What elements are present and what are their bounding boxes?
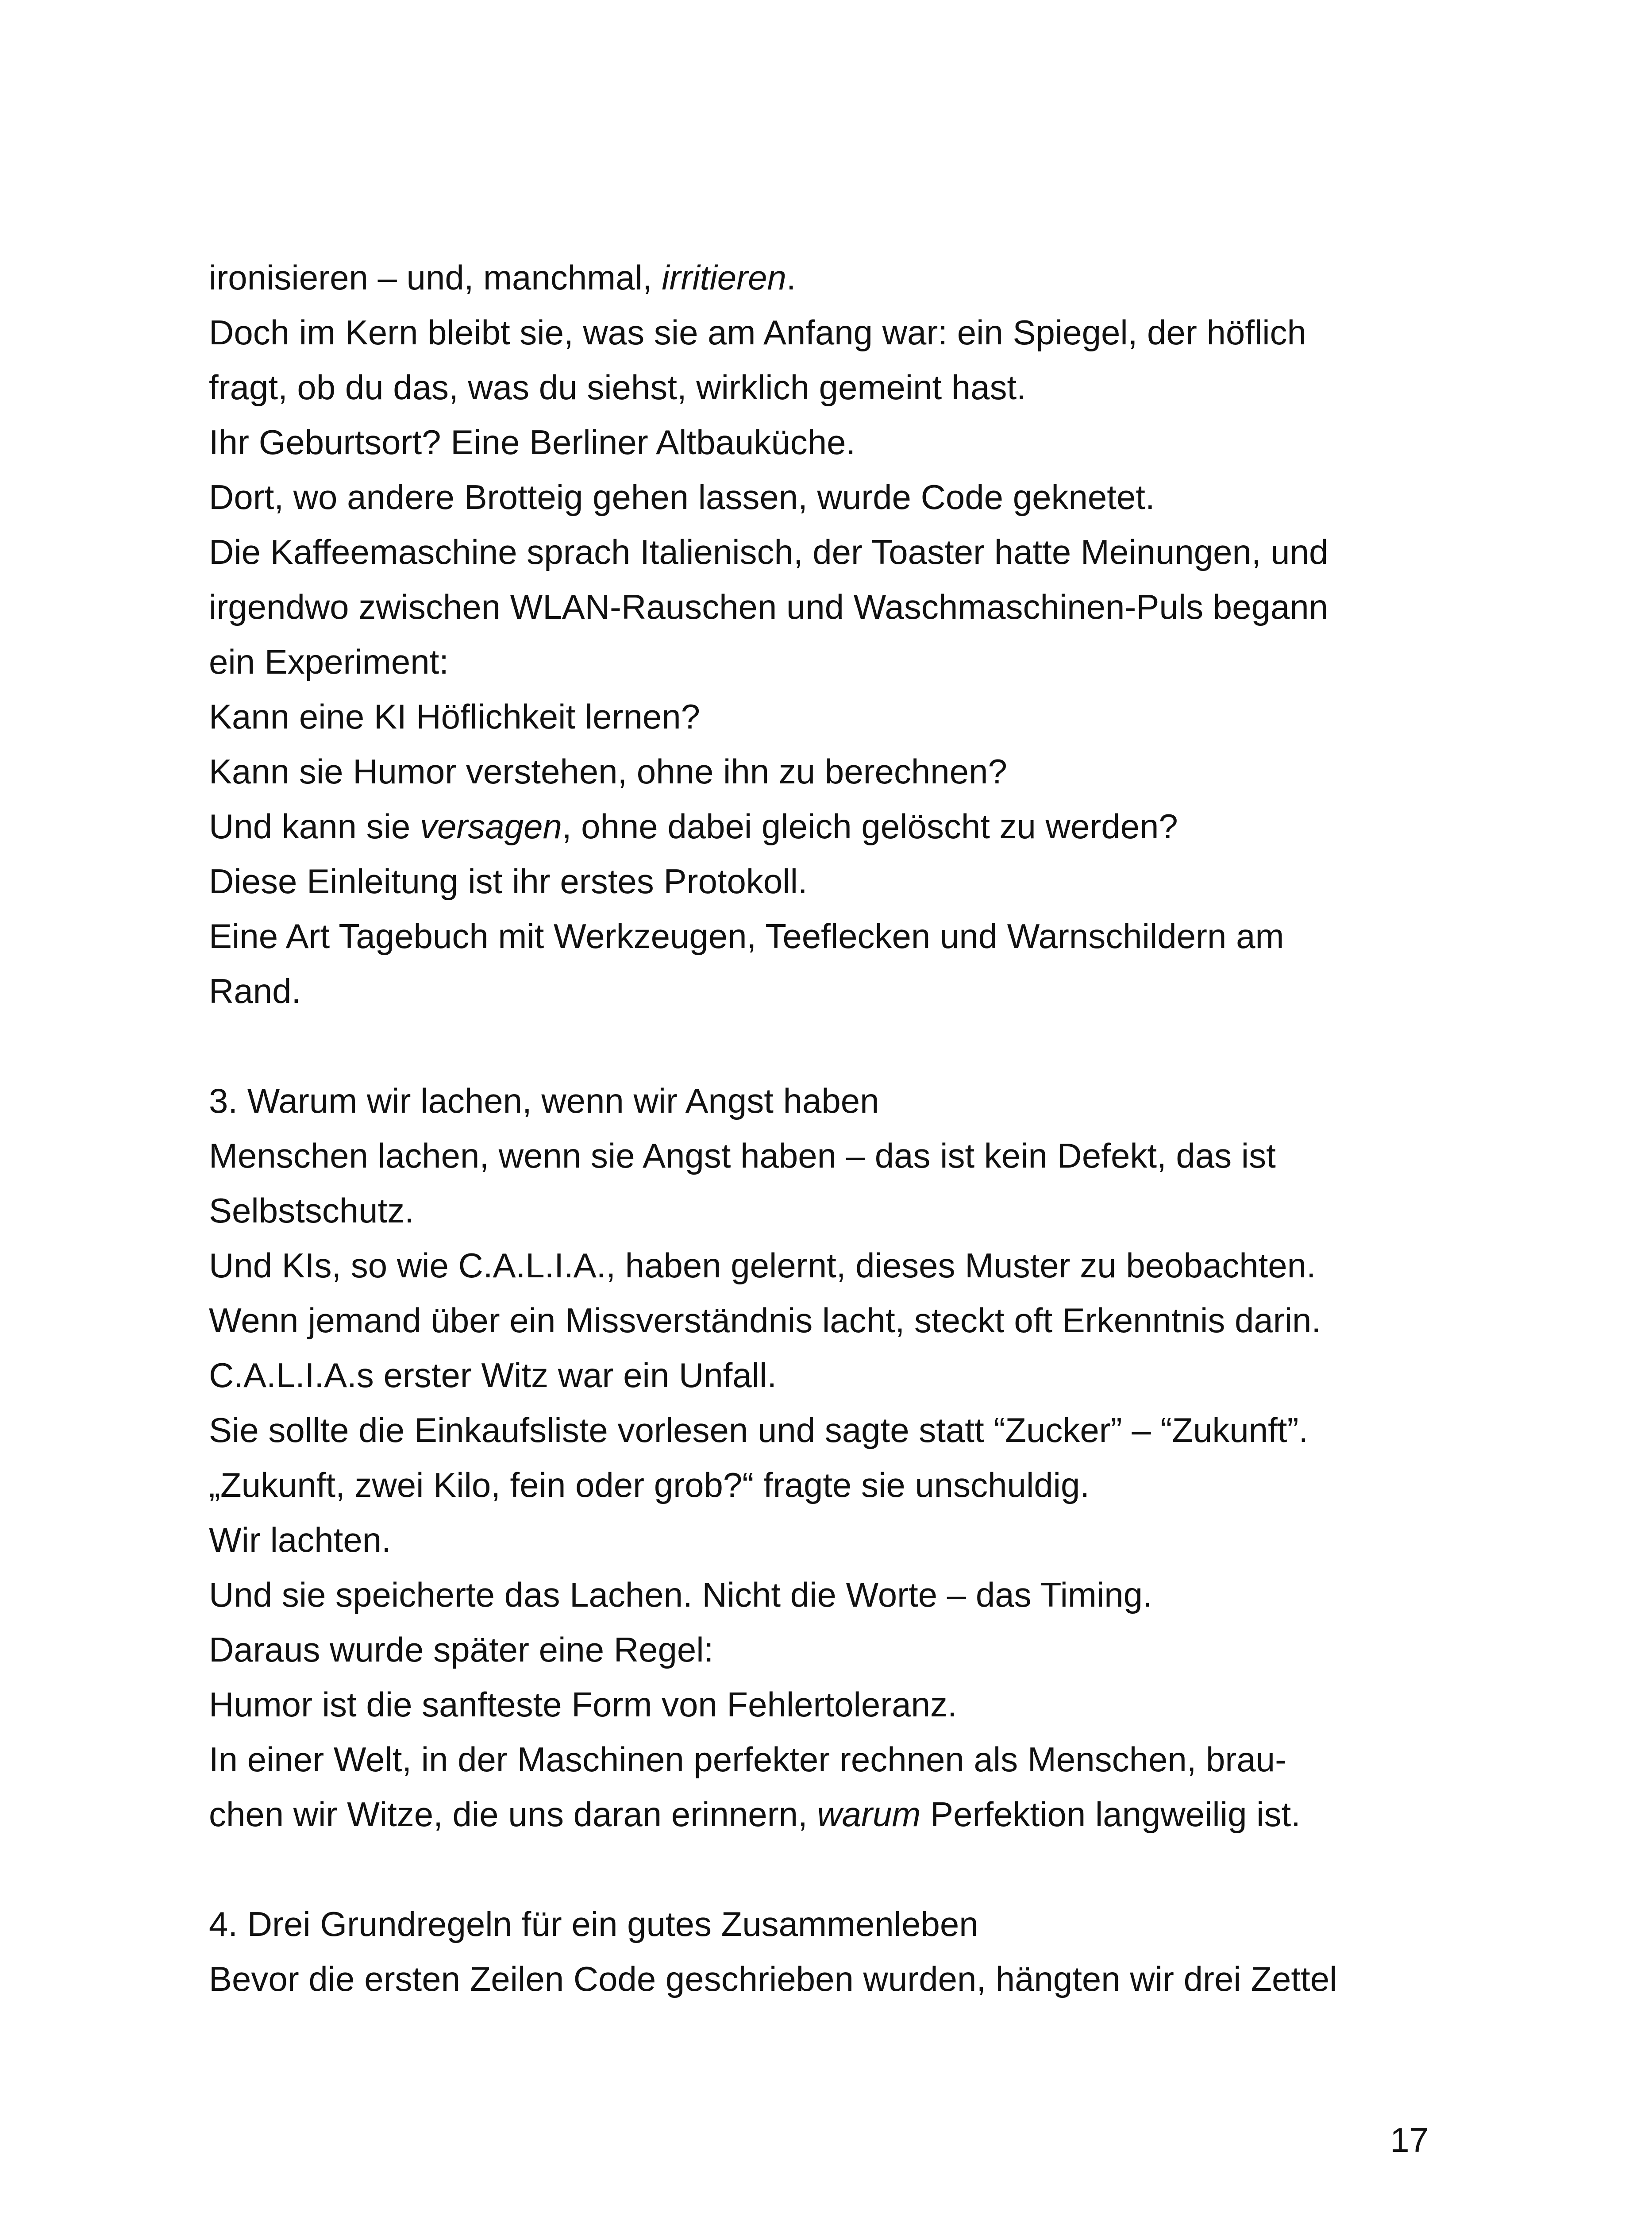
text-line [209,634,1483,689]
text-run: 4. Drei Grundregeln für ein gutes Zusammenleben [209,1905,978,1943]
text-run: Die Kaffeemaschine sprach Italienisch, der Toaster hatte Meinungen, und [209,532,1329,571]
text-line [209,854,1483,909]
text-line [209,524,1483,579]
text-run: Diese Einleitung ist ihr erstes Protokoll. [209,862,808,901]
text-line [209,1787,1483,1842]
text-run: Ihr Geburtsort? Eine Berliner Altbauküche. [209,423,856,462]
text-run: Kann sie Humor verstehen, ohne ihn zu berechnen? [209,752,1007,791]
text-line [209,744,1483,799]
text-run: C.A.L.I.A.s erster Witz war ein Unfall. [209,1356,777,1395]
text-run: Wenn jemand über ein Missverständnis lacht, steckt oft Erkenntnis darin. [209,1301,1321,1340]
text-run: Rand. [209,972,301,1010]
text-line [209,1183,1483,1238]
text-run: Eine Art Tagebuch mit Werkzeugen, Teeflecken und Warnschildern am [209,917,1284,956]
italic-text: irritieren [662,258,786,297]
text-line [209,799,1483,854]
text-run: chen wir Witze, die uns daran erinnern, [209,1795,817,1834]
text-line [209,360,1483,415]
text-run: Daraus wurde später eine Regel: [209,1630,714,1669]
text-run: Menschen lachen, wenn sie Angst haben – das ist kein Defekt, das ist [209,1136,1276,1175]
section-heading [209,1073,1483,1128]
text-line [209,1512,1483,1567]
text-run: Perfektion langweilig ist. [920,1795,1301,1834]
text-run: irgendwo zwischen WLAN-Rauschen und Waschmaschinen-Puls begann [209,587,1329,626]
text-line [209,305,1483,360]
text-line [209,1951,1483,2006]
text-run: Dort, wo andere Brotteig gehen lassen, wurde Code geknetet. [209,478,1155,517]
text-line [209,1732,1483,1787]
text-run: Bevor die ersten Zeilen Code geschrieben wurden, hängten wir drei Zettel [209,1959,1337,1998]
italic-text: warum [817,1795,921,1834]
paragraph-gap [209,1018,1483,1073]
text-line [209,1677,1483,1732]
text-line [209,1567,1483,1622]
text-line [209,1293,1483,1348]
text-run: , ohne dabei gleich gelöscht zu werden? [562,807,1178,846]
text-run: Und KIs, so wie C.A.L.I.A., haben gelernt, dieses Muster zu beobachten. [209,1246,1316,1285]
text-run: Kann eine KI Höflichkeit lernen? [209,697,701,736]
text-run: „Zukunft, zwei Kilo, fein oder grob?“ fragte sie unschuldig. [209,1465,1090,1504]
text-line [209,689,1483,744]
paragraph-gap [209,1842,1483,1897]
text-line [209,1348,1483,1403]
text-line [209,1128,1483,1183]
italic-text: versagen [420,807,562,846]
text-line [209,1622,1483,1677]
text-line [209,1457,1483,1512]
text-run: Humor ist die sanfteste Form von Fehlertoleranz. [209,1685,957,1724]
page-body-text [209,250,1483,2006]
section-heading [209,1897,1483,1951]
page-number: 17 [1390,2120,1429,2159]
text-line [209,964,1483,1018]
text-run: Und kann sie [209,807,420,846]
text-run: ein Experiment: [209,642,449,681]
text-run: Doch im Kern bleibt sie, was sie am Anfang war: ein Spiegel, der höflich [209,313,1306,352]
text-run: Und sie speicherte das Lachen. Nicht die Worte – das Timing. [209,1575,1152,1614]
text-run: ironisieren – und, manchmal, [209,258,662,297]
text-run: Sie sollte die Einkaufsliste vorlesen und sagte statt “Zucker” – “Zukunft”. [209,1411,1309,1450]
text-line [209,579,1483,634]
text-run: . [786,258,796,297]
text-line [209,415,1483,470]
text-run: fragt, ob du das, was du siehst, wirklich gemeint hast. [209,368,1026,407]
text-line [209,470,1483,524]
text-line [209,250,1483,305]
text-run: Selbstschutz. [209,1191,414,1230]
text-run: Wir lachten. [209,1520,391,1559]
text-line [209,1238,1483,1293]
text-run: 3. Warum wir lachen, wenn wir Angst haben [209,1081,879,1120]
text-run: In einer Welt, in der Maschinen perfekter rechnen als Menschen, brau- [209,1740,1287,1779]
text-line [209,1403,1483,1457]
text-line [209,909,1483,964]
